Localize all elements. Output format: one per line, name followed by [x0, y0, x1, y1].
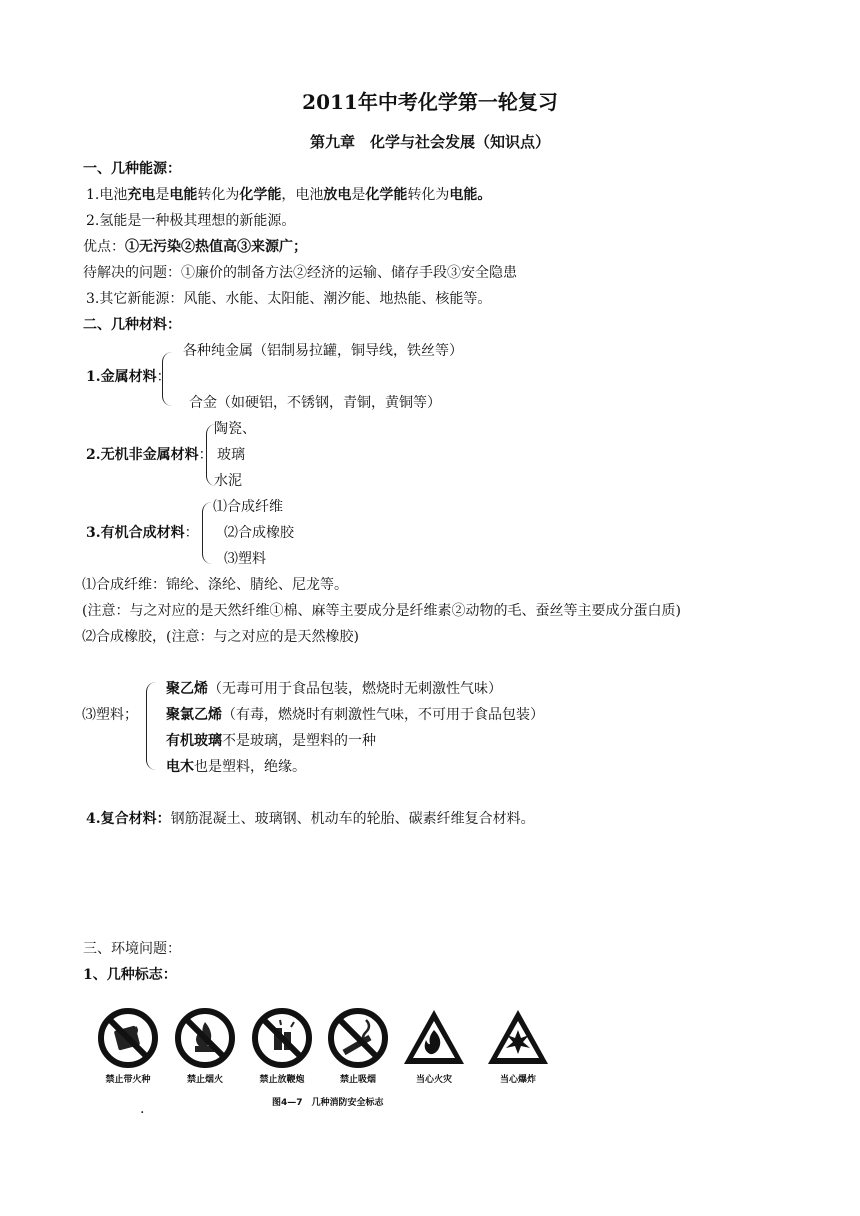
- metal-item-alloy: 合金（如硬铝，不锈钢，青铜，黄铜等）: [189, 395, 441, 411]
- synthetic-rubber-line: ⑵合成橡胶，(注意：与之对应的是天然橡胶): [82, 629, 359, 645]
- section-2-heading: 二、几种材料：: [83, 317, 181, 333]
- inorganic-materials-label: 2.无机非金属材料：: [86, 447, 213, 463]
- no-fireworks-sign-icon: [250, 1006, 314, 1070]
- organic-item-plastic: ⑶塑料: [224, 551, 266, 567]
- hydrogen-line: 2.氢能是一种极其理想的新能源。: [86, 213, 296, 229]
- no-fire-source-sign-icon: [96, 1006, 160, 1070]
- sign-label-no-fire: 禁止烟火: [186, 1075, 223, 1085]
- inorganic-item-cement: 水泥: [214, 473, 242, 489]
- section-3-heading: 三、环境问题：: [83, 941, 181, 957]
- sign-label-no-smoking: 禁止吸烟: [339, 1075, 376, 1085]
- natural-fiber-note: (注意：与之对应的是天然纤维①棉、麻等主要成分是纤维素②动物的毛、蚕丝等主要成分蛋白质): [82, 603, 681, 619]
- problems-line: 待解决的问题：①廉价的制备方法②经济的运输、储存手段③安全隐患: [83, 265, 517, 281]
- no-smoking-sign-icon: [326, 1006, 390, 1070]
- metal-brace: [162, 352, 173, 406]
- fire-warning-sign-icon: [402, 1006, 466, 1070]
- inorganic-item-ceramic: 陶瓷、: [214, 421, 256, 437]
- organic-item-fiber: ⑴合成纤维: [213, 499, 283, 515]
- sign-label-fire-warning: 当心火灾: [415, 1075, 452, 1085]
- no-fire-sign-icon: [173, 1006, 237, 1070]
- stray-dot: .: [140, 1101, 145, 1117]
- metal-item-pure: 各种纯金属（铝制易拉罐，铜导线，铁丝等）: [183, 343, 463, 359]
- synthetic-fiber-line: ⑴合成纤维：锦纶、涤纶、腈纶、尼龙等。: [82, 577, 348, 593]
- organic-item-rubber: ⑵合成橡胶: [224, 525, 294, 541]
- plastic-item-polyethylene: 聚乙烯（无毒可用于食品包装，燃烧时无刺激性气味）: [166, 681, 502, 697]
- inorganic-item-glass: 玻璃: [217, 447, 245, 463]
- sign-label-no-fire-source: 禁止带火种: [105, 1075, 151, 1085]
- section-1-heading: 一、几种能源：: [83, 161, 181, 177]
- sign-label-explosion-warning: 当心爆炸: [499, 1075, 536, 1085]
- advantages-line: 优点：①无污染②热值高③来源广；: [83, 239, 307, 255]
- sign-label-no-fireworks: 禁止放鞭炮: [259, 1075, 305, 1085]
- plastic-item-organic-glass: 有机玻璃不是玻璃，是塑料的一种: [166, 733, 376, 749]
- other-energy-line: 3.其它新能源：风能、水能、太阳能、潮汐能、地热能、核能等。: [86, 291, 492, 307]
- organic-materials-label: 3.有机合成材料：: [86, 525, 199, 541]
- plastic-label: ⑶塑料；: [82, 707, 138, 723]
- plastic-item-pvc: 聚氯乙烯（有毒，燃烧时有刺激性气味，不可用于食品包装）: [166, 707, 544, 723]
- battery-line: 1.电池充电是电能转化为化学能，电池放电是化学能转化为电能。: [86, 187, 492, 203]
- figure-caption: 图4—7 几种消防安全标志: [272, 1098, 384, 1108]
- organic-brace: [202, 502, 212, 564]
- page-title: 2011年中考化学第一轮复习: [302, 90, 558, 114]
- plastic-item-bakelite: 电木也是塑料，绝缘。: [166, 759, 306, 775]
- composite-materials-line: 4.复合材料：钢筋混凝土、玻璃钢、机动车的轮胎、碳素纤维复合材料。: [86, 811, 535, 827]
- signs-subheading: 1、几种标志：: [83, 967, 177, 983]
- chapter-subtitle: 第九章 化学与社会发展（知识点）: [309, 133, 550, 151]
- explosion-warning-sign-icon: [486, 1006, 550, 1070]
- plastic-brace: [146, 682, 157, 770]
- metal-materials-label: 1.金属材料：: [86, 369, 171, 385]
